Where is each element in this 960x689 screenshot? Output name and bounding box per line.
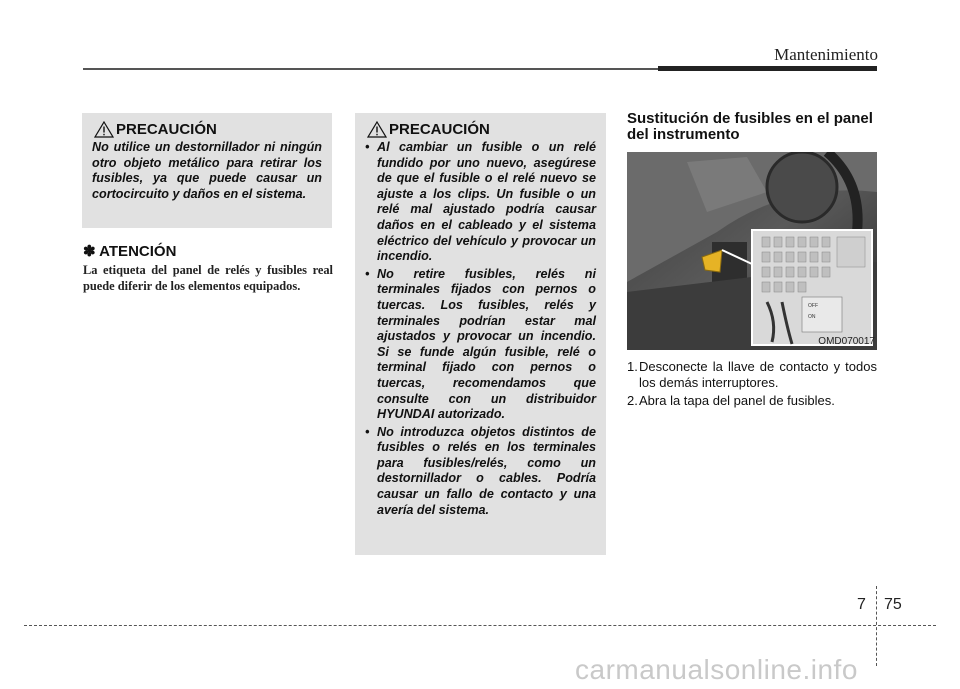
watermark: carmanualsonline.info [575, 654, 858, 685]
page-number: 75 [884, 596, 902, 613]
fuse-box-inset [752, 230, 872, 345]
caution-title [367, 121, 596, 138]
page-header-title: Mantenimiento [774, 45, 878, 64]
caution-item: • Al cambiar un fusible o un relé fundido por uno nuevo, asegúrese de que el fusible o el relé nuevo se ajuste a los clips. Un fusible o un relé mal ajustado podría causar daños en el cableado y el sistema eléctrico del vehículo y provocar un incendio. [365, 140, 596, 264]
footer-divider [876, 586, 877, 666]
caution-text: No utilice un destornillador ni ningún otro objeto metálico para retirar los fusibles, ya que puede causar un cortocircuito y daños en el sistema. [92, 140, 322, 201]
attention-text: La etiqueta del panel de relés y fusibles real puede diferir de los elementos equipados. [83, 263, 333, 293]
off-label: OFF [808, 303, 818, 309]
header-rule [83, 68, 658, 70]
instruction-steps [627, 359, 877, 411]
caution-item: • No introduzca objetos distintos de fusibles o relés en los terminales para fusibles/relés, como un destornillador o cables. Podría causar un fallo de contacto y una avería del sistema. [365, 424, 596, 517]
header-rule-accent [658, 66, 877, 71]
instruction-step: 1. Desconecte la llave de contacto y todos los demás interruptores. [627, 359, 877, 390]
caution-title-text: PRECAUCIÓN [116, 121, 217, 138]
warning-triangle-icon [94, 121, 114, 138]
instruction-step: 2. Abra la tapa del panel de fusibles. [627, 393, 835, 408]
photo-caption: OMD070017 [818, 336, 875, 347]
caution-list [365, 140, 596, 518]
caution-title [94, 121, 322, 138]
warning-triangle-icon [367, 121, 387, 138]
caution-title-text: PRECAUCIÓN [389, 121, 490, 138]
caution-box-middle [355, 113, 606, 555]
attention-title: ✽ ATENCIÓN [83, 243, 177, 260]
caution-item: • No retire fusibles, relés ni terminales fijados con pernos o tuercas. Los fusibles, relés y terminales podrían estar mal ajustados y provocar un incendio. Si se funde algún fusible, relé o terminal fijado con pernos o tuercas, recomendamos que consulte con un distribuidor HYUNDAI autorizado. [365, 266, 596, 422]
fuse-panel-photo [627, 152, 877, 350]
footer-rule [24, 625, 936, 626]
caution-box-left [82, 113, 332, 228]
on-label: ON [808, 314, 816, 320]
section-title: Sustitución de fusibles en el panel del instrumento [627, 110, 873, 143]
chapter-number: 7 [857, 596, 866, 613]
